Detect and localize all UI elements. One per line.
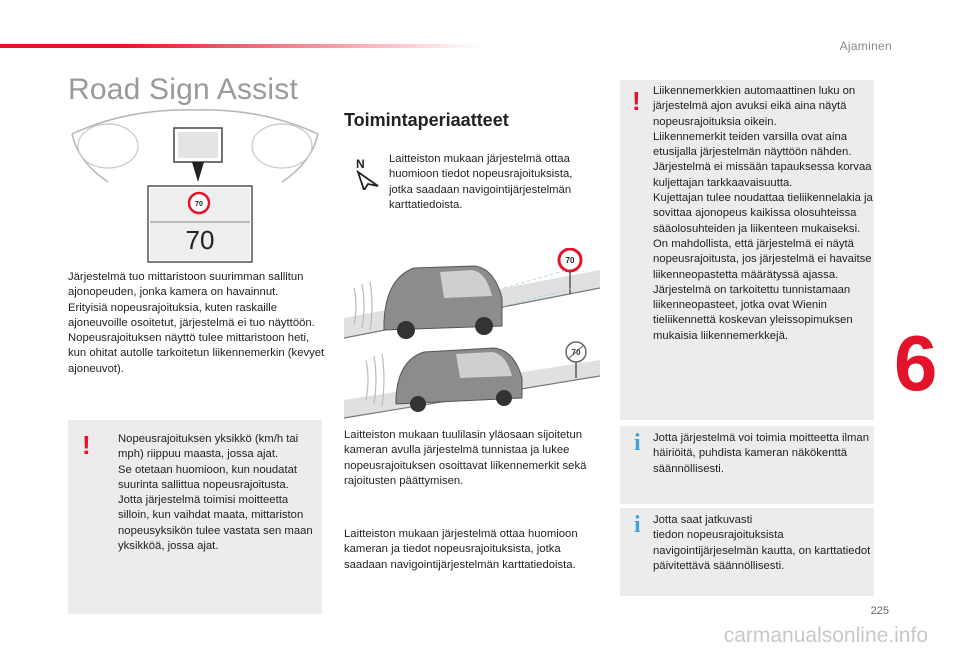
camera-description: Laitteiston mukaan tuulilasin yläosaan sijoitetun kameran avulla järjestelmä tunnistaa ja lukee nopeusrajoituksen osoittavat liikennemerkit sekä rajoitusten päättymisen.	[344, 429, 587, 487]
warning-icon: !	[632, 86, 641, 116]
section-label: Ajaminen	[839, 39, 892, 53]
section-heading: Toimintaperiaatteet	[344, 110, 509, 130]
watermark: carmanualsonline.info	[723, 624, 928, 647]
cluster-sign-value: 70	[195, 201, 203, 208]
info-icon: i	[634, 430, 641, 456]
chapter-tab	[864, 306, 960, 412]
navigation-icon	[352, 156, 382, 190]
warning-reading-text: Liikennemerkkien automaattinen luku on järjestelmä ajon avuksi eikä aina näytä nopeusrajoituksia oikein. Liikennemerkit teiden varsilla ovat aina etusijalla järjestelmän näyttöön nähden. Järjestelmä ei missään tapauksessa korvaa kuljettajan tarkkaavaisuutta. Kujettajan tulee noudattaa tieliikennelakia ja sovittaa ajonopeus kaikissa olosuhteissa sääolosuhteiden ja liikenteen mukaiseksi. On mahdollista, että järjestelmä ei näytä nopeusrajoitusta, jos järjestelmä ei havaitse liikenneopastetta määrätyssä ajassa. Järjestelmä on tarkoitettu tunnistamaan liikenneopasteet, jotka ovat Wienin tieliikennettä koskevan yleissopimuksen mukaisia liikennemerkkejä.	[653, 85, 873, 342]
page-number: 225	[870, 605, 889, 617]
camera-nav-description: Laitteiston mukaan järjestelmä ottaa huomioon kameran ja tiedot nopeusrajoituksista, jotka saadaan navigointijärjestelmän karttatiedoista.	[344, 528, 578, 571]
warning-units-text: Nopeusrajoituksen yksikkö (km/h tai mph) riippuu maasta, jossa ajat. Se otetaan huomioon, kun noudatat suurinta sallittua nopeusrajoitusta. Jotta järjestelmä toimisi moitteetta silloin, kun vaihdat maata, mittariston nopeusyksikön tulee vastata sen maan yksikköä, jossa ajat.	[118, 433, 313, 553]
principles-intro: Laitteiston mukaan järjestelmä ottaa huomioon tiedot nopeusrajoituksista, jotka saadaan navigointijärjestelmän karttatiedoista.	[389, 153, 573, 211]
left-description: Järjestelmä tuo mittaristoon suurimman sallitun ajonopeuden, jonka kamera on havainnut. Erityisiä nopeusrajoituksia, kuten raskaille ajoneuvoille osoitetut, järjestelmä ei tuo näyttöön. Nopeusrajoituksen näyttö tulee mittaristoon heti, kun ohitat autolle tarkoitetun liikennemerkin (kevyet ajoneuvot).	[68, 271, 325, 375]
road-sign-bottom-value: 70	[571, 348, 581, 357]
van-camera-illustration	[344, 248, 600, 420]
cluster-big-value: 70	[185, 225, 215, 255]
header-accent-bar	[0, 44, 480, 48]
warning-box-reading	[620, 80, 874, 420]
info-icon: i	[634, 512, 641, 538]
chapter-number: 6	[894, 319, 938, 407]
instrument-cluster-illustration	[68, 106, 322, 266]
road-sign-top-value: 70	[565, 256, 575, 265]
navigation-icon-letter: N	[356, 157, 365, 171]
info-box-map-update	[620, 508, 874, 596]
info-box-camera	[620, 426, 874, 504]
page-title: Road Sign Assist	[68, 73, 298, 106]
info-camera-text: Jotta järjestelmä voi toimia moitteetta ilman häiriöitä, puhdista kameran näkökenttä säännöllisesti.	[653, 432, 869, 475]
warning-icon: !	[82, 430, 91, 460]
info-map-text: Jotta saat jatkuvasti tiedon nopeusrajoituksista navigointijärjeselmän kautta, on karttatiedot päivitettävä säännöllisesti.	[653, 514, 871, 572]
warning-box-units	[68, 420, 322, 614]
